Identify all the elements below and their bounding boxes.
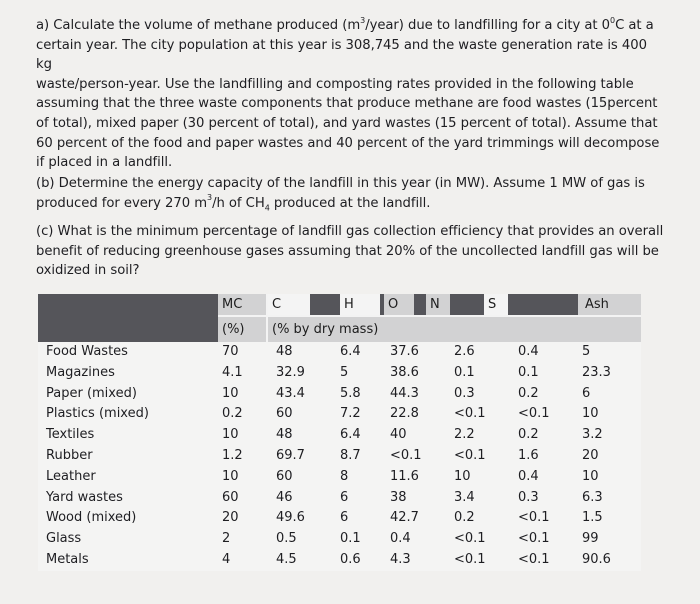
part-a-line-3: waste/person-year. Use the landfilling and composting rates provided in the following table: [36, 76, 634, 92]
cell-h: 0.1: [340, 531, 361, 547]
cell-o: 4.3: [390, 551, 411, 567]
table-row: [38, 467, 641, 488]
composition-table: [38, 294, 641, 571]
cell-o: <0.1: [390, 447, 422, 463]
cell-c: 49.6: [276, 510, 305, 526]
part-b-sub: 4: [264, 203, 270, 213]
cell-material: Paper (mixed): [46, 385, 137, 401]
cell-o: 44.3: [390, 385, 419, 401]
cell-n: <0.1: [454, 551, 486, 567]
part-b-line-2b: /h of CH: [212, 195, 265, 211]
part-a-line-1c: C at a: [615, 18, 654, 33]
cell-material: Textiles: [46, 427, 95, 443]
part-b-text: [36, 174, 666, 213]
cell-n: <0.1: [454, 406, 486, 422]
table-row: [38, 363, 641, 384]
part-a-line-2: certain year. The city population at this year is 308,745 and the waste generation rate is 400 kg: [36, 37, 647, 73]
cell-c: 4.5: [276, 551, 297, 567]
cell-material: Yard wastes: [46, 489, 123, 505]
cell-o: 40: [390, 427, 407, 443]
part-c-line-1: (c) What is the minimum percentage of landfill gas collection efficiency that provides an overall: [36, 224, 664, 239]
cell-n: <0.1: [454, 531, 486, 547]
header-dry-mass: (% by dry mass): [268, 317, 641, 342]
cell-h: 6.4: [340, 427, 361, 443]
superscript-3: 3: [360, 15, 366, 25]
table-body: [38, 342, 641, 571]
cell-ash: 10: [582, 468, 599, 484]
table-row: [38, 446, 641, 467]
part-c-text: [36, 222, 666, 281]
cell-s: 0.4: [518, 344, 539, 359]
cell-mc: 0.2: [222, 406, 243, 422]
cell-s: <0.1: [518, 531, 550, 547]
cell-mc: 10: [222, 468, 239, 484]
cell-c: 60: [276, 468, 293, 484]
cell-h: 0.6: [340, 551, 361, 567]
cell-material: Magazines: [46, 364, 115, 380]
cell-c: 46: [276, 489, 293, 505]
cell-h: 6: [340, 510, 349, 526]
cell-material: Food Wastes: [46, 344, 128, 359]
cell-o: 38.6: [390, 364, 419, 380]
cell-n: 10: [454, 468, 471, 484]
cell-n: 0.2: [454, 510, 475, 526]
cell-c: 60: [276, 406, 293, 422]
superscript-0: 0: [610, 15, 616, 25]
cell-s: <0.1: [518, 406, 550, 422]
cell-c: 32.9: [276, 364, 305, 380]
header-c: C: [268, 294, 310, 315]
cell-ash: 3.2: [582, 427, 603, 443]
cell-mc: 4: [222, 551, 231, 567]
cell-n: 2.2: [454, 427, 475, 443]
cell-c: 48: [276, 427, 293, 443]
cell-h: 7.2: [340, 406, 361, 422]
cell-n: 3.4: [454, 489, 475, 505]
cell-n: 0.3: [454, 385, 475, 401]
table-row: [38, 384, 641, 405]
header-ash: Ash: [578, 294, 641, 315]
cell-mc: 2: [222, 531, 231, 547]
part-b-line-1: (b) Determine the energy capacity of the landfill in this year (in MW). Assume 1 MW of gas is: [36, 176, 645, 191]
cell-ash: 5: [582, 344, 591, 359]
part-c-line-3: oxidized in soil?: [36, 263, 140, 279]
cell-o: 37.6: [390, 344, 419, 359]
cell-s: 0.2: [518, 385, 539, 401]
cell-ash: 90.6: [582, 551, 611, 567]
cell-ash: 99: [582, 531, 599, 547]
cell-s: 0.4: [518, 468, 539, 484]
cell-mc: 20: [222, 510, 239, 526]
cell-s: <0.1: [518, 551, 550, 567]
cell-o: 38: [390, 489, 407, 505]
header-mc: MC: [218, 294, 266, 315]
cell-material: Plastics (mixed): [46, 406, 149, 422]
cell-c: 69.7: [276, 447, 305, 463]
table-row: [38, 508, 641, 529]
part-a-line-1b: /year) due to landfilling for a city at 0: [365, 18, 611, 33]
header-h: H: [340, 294, 380, 315]
part-a-line-7: if placed in a landfill.: [36, 155, 173, 171]
table-row: [38, 550, 641, 571]
cell-s: 0.2: [518, 427, 539, 443]
cell-material: Wood (mixed): [46, 510, 137, 526]
cell-material: Leather: [46, 468, 96, 484]
cell-mc: 4.1: [222, 364, 243, 380]
cell-h: 5.8: [340, 385, 361, 401]
part-b-line-2c: produced at the landfill.: [269, 195, 431, 211]
cell-ash: 6.3: [582, 489, 603, 505]
header-o: O: [384, 294, 414, 315]
table-row: [38, 529, 641, 550]
cell-s: 1.6: [518, 447, 539, 463]
header-mc-unit: (%): [218, 317, 266, 342]
cell-o: 11.6: [390, 468, 419, 484]
table-row: [38, 488, 641, 509]
header-n: N: [426, 294, 450, 315]
cell-c: 48: [276, 344, 293, 359]
cell-mc: 10: [222, 385, 239, 401]
part-b-sup: 3: [207, 193, 213, 203]
table-row: [38, 404, 641, 425]
cell-h: 5: [340, 364, 349, 380]
cell-h: 8.7: [340, 447, 361, 463]
table-header: [38, 294, 641, 342]
cell-c: 43.4: [276, 385, 305, 401]
cell-mc: 60: [222, 489, 239, 505]
cell-s: 0.1: [518, 364, 539, 380]
cell-o: 42.7: [390, 510, 419, 526]
cell-ash: 1.5: [582, 510, 603, 526]
part-a-line-4: assuming that the three waste components that produce methane are food wastes (15percent: [36, 96, 658, 112]
cell-ash: 6: [582, 385, 591, 401]
cell-n: 0.1: [454, 364, 475, 380]
part-a-line-1a: a) Calculate the volume of methane produced (m: [36, 18, 361, 33]
cell-ash: 20: [582, 447, 599, 463]
cell-n: <0.1: [454, 447, 486, 463]
cell-ash: 23.3: [582, 364, 611, 380]
table-row: [38, 425, 641, 446]
part-b-line-2a: produced for every 270 m: [36, 195, 208, 211]
cell-mc: 10: [222, 427, 239, 443]
cell-o: 22.8: [390, 406, 419, 422]
part-c-line-2: benefit of reducing greenhouse gases assuming that 20% of the uncollected landfill gas will be: [36, 243, 659, 259]
cell-o: 0.4: [390, 531, 411, 547]
cell-s: 0.3: [518, 489, 539, 505]
cell-mc: 70: [222, 344, 239, 359]
cell-material: Rubber: [46, 447, 93, 463]
part-a-text: [36, 16, 666, 173]
cell-material: Metals: [46, 551, 89, 567]
part-a-line-6: 60 percent of the food and paper wastes and 40 percent of the yard trimmings will decompose: [36, 135, 660, 151]
cell-ash: 10: [582, 406, 599, 422]
header-s: S: [484, 294, 508, 315]
cell-h: 6.4: [340, 344, 361, 359]
cell-h: 8: [340, 468, 349, 484]
cell-s: <0.1: [518, 510, 550, 526]
table-row: [38, 342, 641, 363]
cell-c: 0.5: [276, 531, 297, 547]
part-a-line-5: of total), mixed paper (30 percent of total), and yard wastes (15 percent of total). Assume that: [36, 115, 658, 131]
cell-mc: 1.2: [222, 447, 243, 463]
cell-material: Glass: [46, 531, 82, 547]
cell-n: 2.6: [454, 344, 475, 359]
cell-h: 6: [340, 489, 349, 505]
